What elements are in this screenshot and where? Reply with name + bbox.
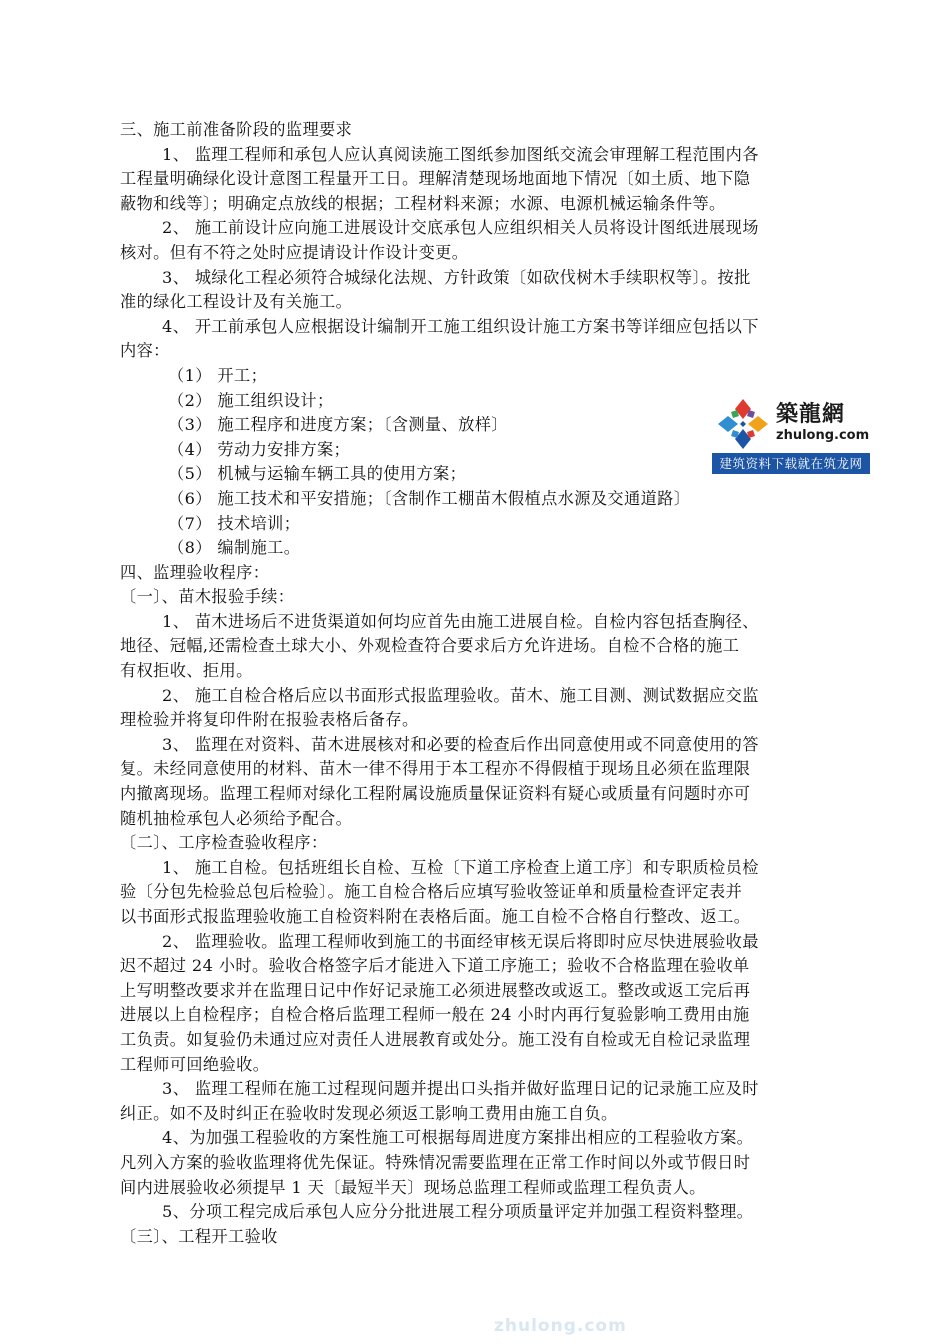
- text-line: 1、 苗木进场后不进货渠道如何均应首先由施工进展自检。自检内容包括查胸径、: [162, 611, 759, 631]
- text-line: 四、监理验收程序：: [120, 562, 270, 582]
- text-line: 〔三〕、工程开工验收: [120, 1226, 278, 1246]
- text-line: （3） 施工程序和进度方案；〔含测量、放样〕: [168, 415, 508, 435]
- zhulong-logo: [712, 393, 870, 474]
- logo-top: [712, 393, 870, 453]
- text-line: 〔一〕、苗木报验手续：: [120, 587, 295, 607]
- text-line: 核对。但有不符之处时应提请设计作设计变更。: [120, 242, 469, 262]
- text-line: 工程师可回绝验收。: [120, 1054, 270, 1074]
- logo-domain: zhulong.com: [776, 428, 870, 443]
- text-line: 凡列入方案的验收监理将优先保证。特殊情况需要监理在正常工作时间以外或节假日时: [120, 1152, 751, 1172]
- footer-watermark: zhulong.com: [494, 1316, 627, 1336]
- text-line: 以书面形式报监理验收施工自检资料附在表格后面。施工自检不合格自行整改、返工。: [120, 907, 751, 926]
- text-line: 验〔分包先检验总包后检验〕。施工自检合格后应填写验收签证单和质量检查评定表并: [120, 882, 743, 902]
- text-line: 迟不超过 24 小时。验收合格签字后才能进入下道工序施工；验收不合格监理在验收单: [120, 956, 750, 976]
- text-line: 3、 监理在对资料、苗木进展核对和必要的检查后作出同意使用或不同意使用的答: [162, 734, 759, 754]
- text-line: 3、 城绿化工程必须符合城绿化法规、方针政策〔如砍伐树木手续职权等〕。按批: [162, 267, 751, 287]
- text-line: 有权拒收、拒用。: [120, 661, 253, 681]
- text-line: 3、 监理工程师在施工过程现问题并提出口头指并做好监理日记的记录施工应及时: [162, 1079, 759, 1099]
- text-line: （7） 技术培训；: [168, 513, 301, 533]
- text-line: 1、 监理工程师和承包人应认真阅读施工图纸参加图纸交流会审理解工程范围内各: [162, 144, 759, 164]
- logo-slogan: 建筑资料下载就在筑龙网: [712, 453, 870, 474]
- text-line: 4、 开工前承包人应根据设计编制开工施工组织设计施工方案书等详细应包括以下: [162, 316, 759, 336]
- text-line: 地径、冠幅,还需检查土球大小、外观检查符合要求后方允许进场。自检不合格的施工: [120, 636, 740, 656]
- text-line: 工负责。如复验仍未通过应对责任人进展教育或处分。施工没有自检或无自检记录监理: [120, 1029, 751, 1049]
- text-line: 4、为加强工程验收的方案性施工可根据每周进度方案排出相应的工程验收方案。: [162, 1128, 754, 1148]
- text-line: （6） 施工技术和平安措施；〔含制作工棚苗木假植点水源及交通道路〕: [168, 488, 691, 508]
- text-line: 2、 施工前设计应向施工进展设计交底承包人应组织相关人员将设计图纸进展现场: [162, 218, 759, 238]
- text-line: （1） 开工；: [168, 365, 268, 385]
- logo-name: 築龍網: [776, 402, 846, 427]
- text-line: 〔二〕、工序检查验收程序：: [120, 833, 328, 853]
- text-line: 5、分项工程完成后承包人应分分批进展工程分项质量评定并加强工程资料整理。: [162, 1202, 754, 1222]
- text-line: 复。未经同意使用的材料、苗木一律不得用于本工程亦不得假植于现场且必须在监理限: [120, 759, 751, 779]
- text-line: 内撤离现场。监理工程师对绿化工程附属设施质量保证资料有疑心或质量有问题时亦可: [120, 784, 751, 804]
- text-line: 2、 监理验收。监理工程师收到施工的书面经审核无误后将即时应尽快进展验收最: [162, 931, 759, 951]
- text-line: 2、 施工自检合格后应以书面形式报监理验收。苗木、施工目测、测试数据应交监: [162, 685, 759, 705]
- text-line: （2） 施工组织设计；: [168, 390, 334, 410]
- text-line: 准的绿化工程设计及有关施工。: [120, 292, 353, 312]
- text-line: （8） 编制施工。: [168, 538, 301, 558]
- text-line: 内容：: [120, 341, 170, 361]
- zhulong-mark-icon: [716, 397, 770, 451]
- text-line: 工程量明确绿化设计意图工程量开工日。理解清楚现场地面地下情况〔如土质、地下隐: [120, 169, 751, 189]
- text-line: 1、 施工自检。包括班组长自检、互检〔下道工序检查上道工序〕和专职质检员检: [162, 857, 759, 877]
- text-line: 间内进展验收必须提早 1 天〔最短半天〕现场总监理工程师或监理工程负责人。: [120, 1177, 706, 1197]
- text-line: 随机抽检承包人必须给予配合。: [120, 808, 353, 828]
- text-line: 理检验并将复印件附在报验表格后备存。: [120, 710, 419, 730]
- text-line: 蔽物和线等〕；明确定点放线的根据；工程材料来源；水源、电源机械运输条件等。: [120, 193, 726, 213]
- text-line: 三、施工前准备阶段的监理要求: [120, 120, 353, 139]
- text-line: （4） 劳动力安排方案；: [168, 439, 351, 459]
- document-body: [120, 118, 860, 1249]
- text-line: 纠正。如不及时纠正在验收时发现必须返工影响工费用由施工自负。: [120, 1103, 618, 1123]
- text-line: （5） 机械与运输车辆工具的使用方案；: [168, 464, 467, 484]
- text-line: 进展以上自检程序；自检合格后监理工程师一般在 24 小时内再行复验影响工费用由施: [120, 1005, 750, 1025]
- text-line: 上写明整改要求并在监理日记中作好记录施工必须进展整改或返工。整改或返工完后再: [120, 980, 751, 1000]
